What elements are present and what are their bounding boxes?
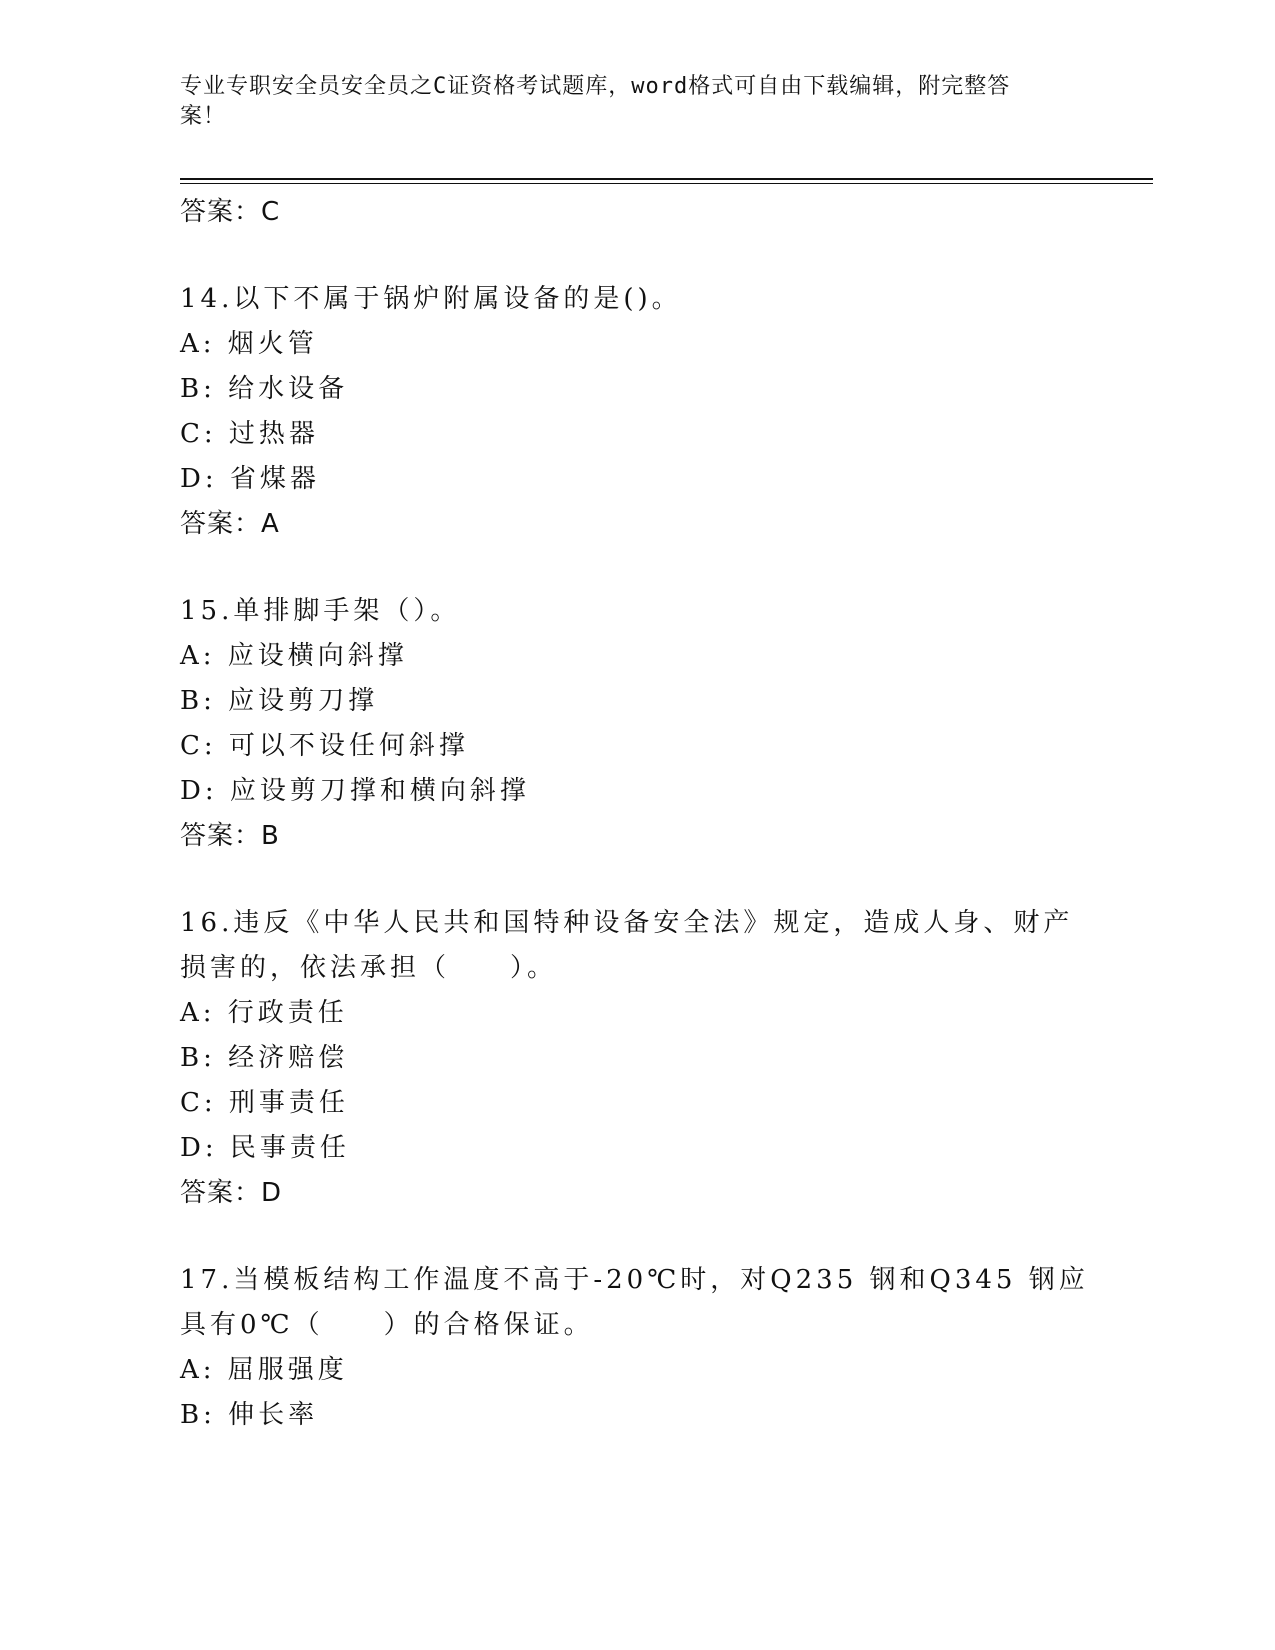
answer-line: 答案：A	[180, 509, 280, 539]
option-b: B: 伸长率	[180, 1400, 319, 1430]
option-b: B: 给水设备	[180, 374, 349, 404]
option-d: D: 省煤器	[180, 464, 320, 494]
question-17	[180, 1258, 1100, 1438]
option-c: C: 刑事责任	[180, 1088, 349, 1118]
question-stem: 16.违反《中华人民共和国特种设备安全法》规定，造成人身、财产损害的，依法承担（ ）。	[180, 908, 1074, 983]
header-divider-thick	[180, 178, 1153, 180]
option-a: A: 应设横向斜撑	[180, 641, 408, 671]
answer-line: 答案：B	[180, 821, 280, 851]
question-list	[180, 190, 1100, 1438]
question-stem: 15.单排脚手架（）。	[180, 596, 461, 626]
option-b: B: 经济赔偿	[180, 1043, 349, 1073]
header-divider-thin	[180, 183, 1153, 184]
option-c: C: 过热器	[180, 419, 319, 449]
answer-line: 答案：C	[180, 197, 281, 227]
question-stem: 14.以下不属于锅炉附属设备的是()。	[180, 284, 682, 314]
option-d: D: 民事责任	[180, 1133, 350, 1163]
option-a: A: 屈服强度	[180, 1355, 348, 1385]
question-15	[180, 589, 1100, 858]
question-stem: 17.当模板结构工作温度不高于-20℃时，对Q235 钢和Q345 钢应具有0℃（ ）的合格保证。	[180, 1265, 1089, 1340]
question-16	[180, 901, 1100, 1215]
document-header: 专业专职安全员安全员之C证资格考试题库，word格式可自由下载编辑，附完整答案！	[180, 74, 1011, 129]
answer-line: 答案：D	[180, 1178, 283, 1208]
option-a: A: 烟火管	[180, 329, 318, 359]
option-b: B: 应设剪刀撑	[180, 686, 379, 716]
option-d: D: 应设剪刀撑和横向斜撑	[180, 776, 530, 806]
question-14	[180, 277, 1100, 546]
option-c: C: 可以不设任何斜撑	[180, 731, 469, 761]
option-a: A: 行政责任	[180, 998, 348, 1028]
